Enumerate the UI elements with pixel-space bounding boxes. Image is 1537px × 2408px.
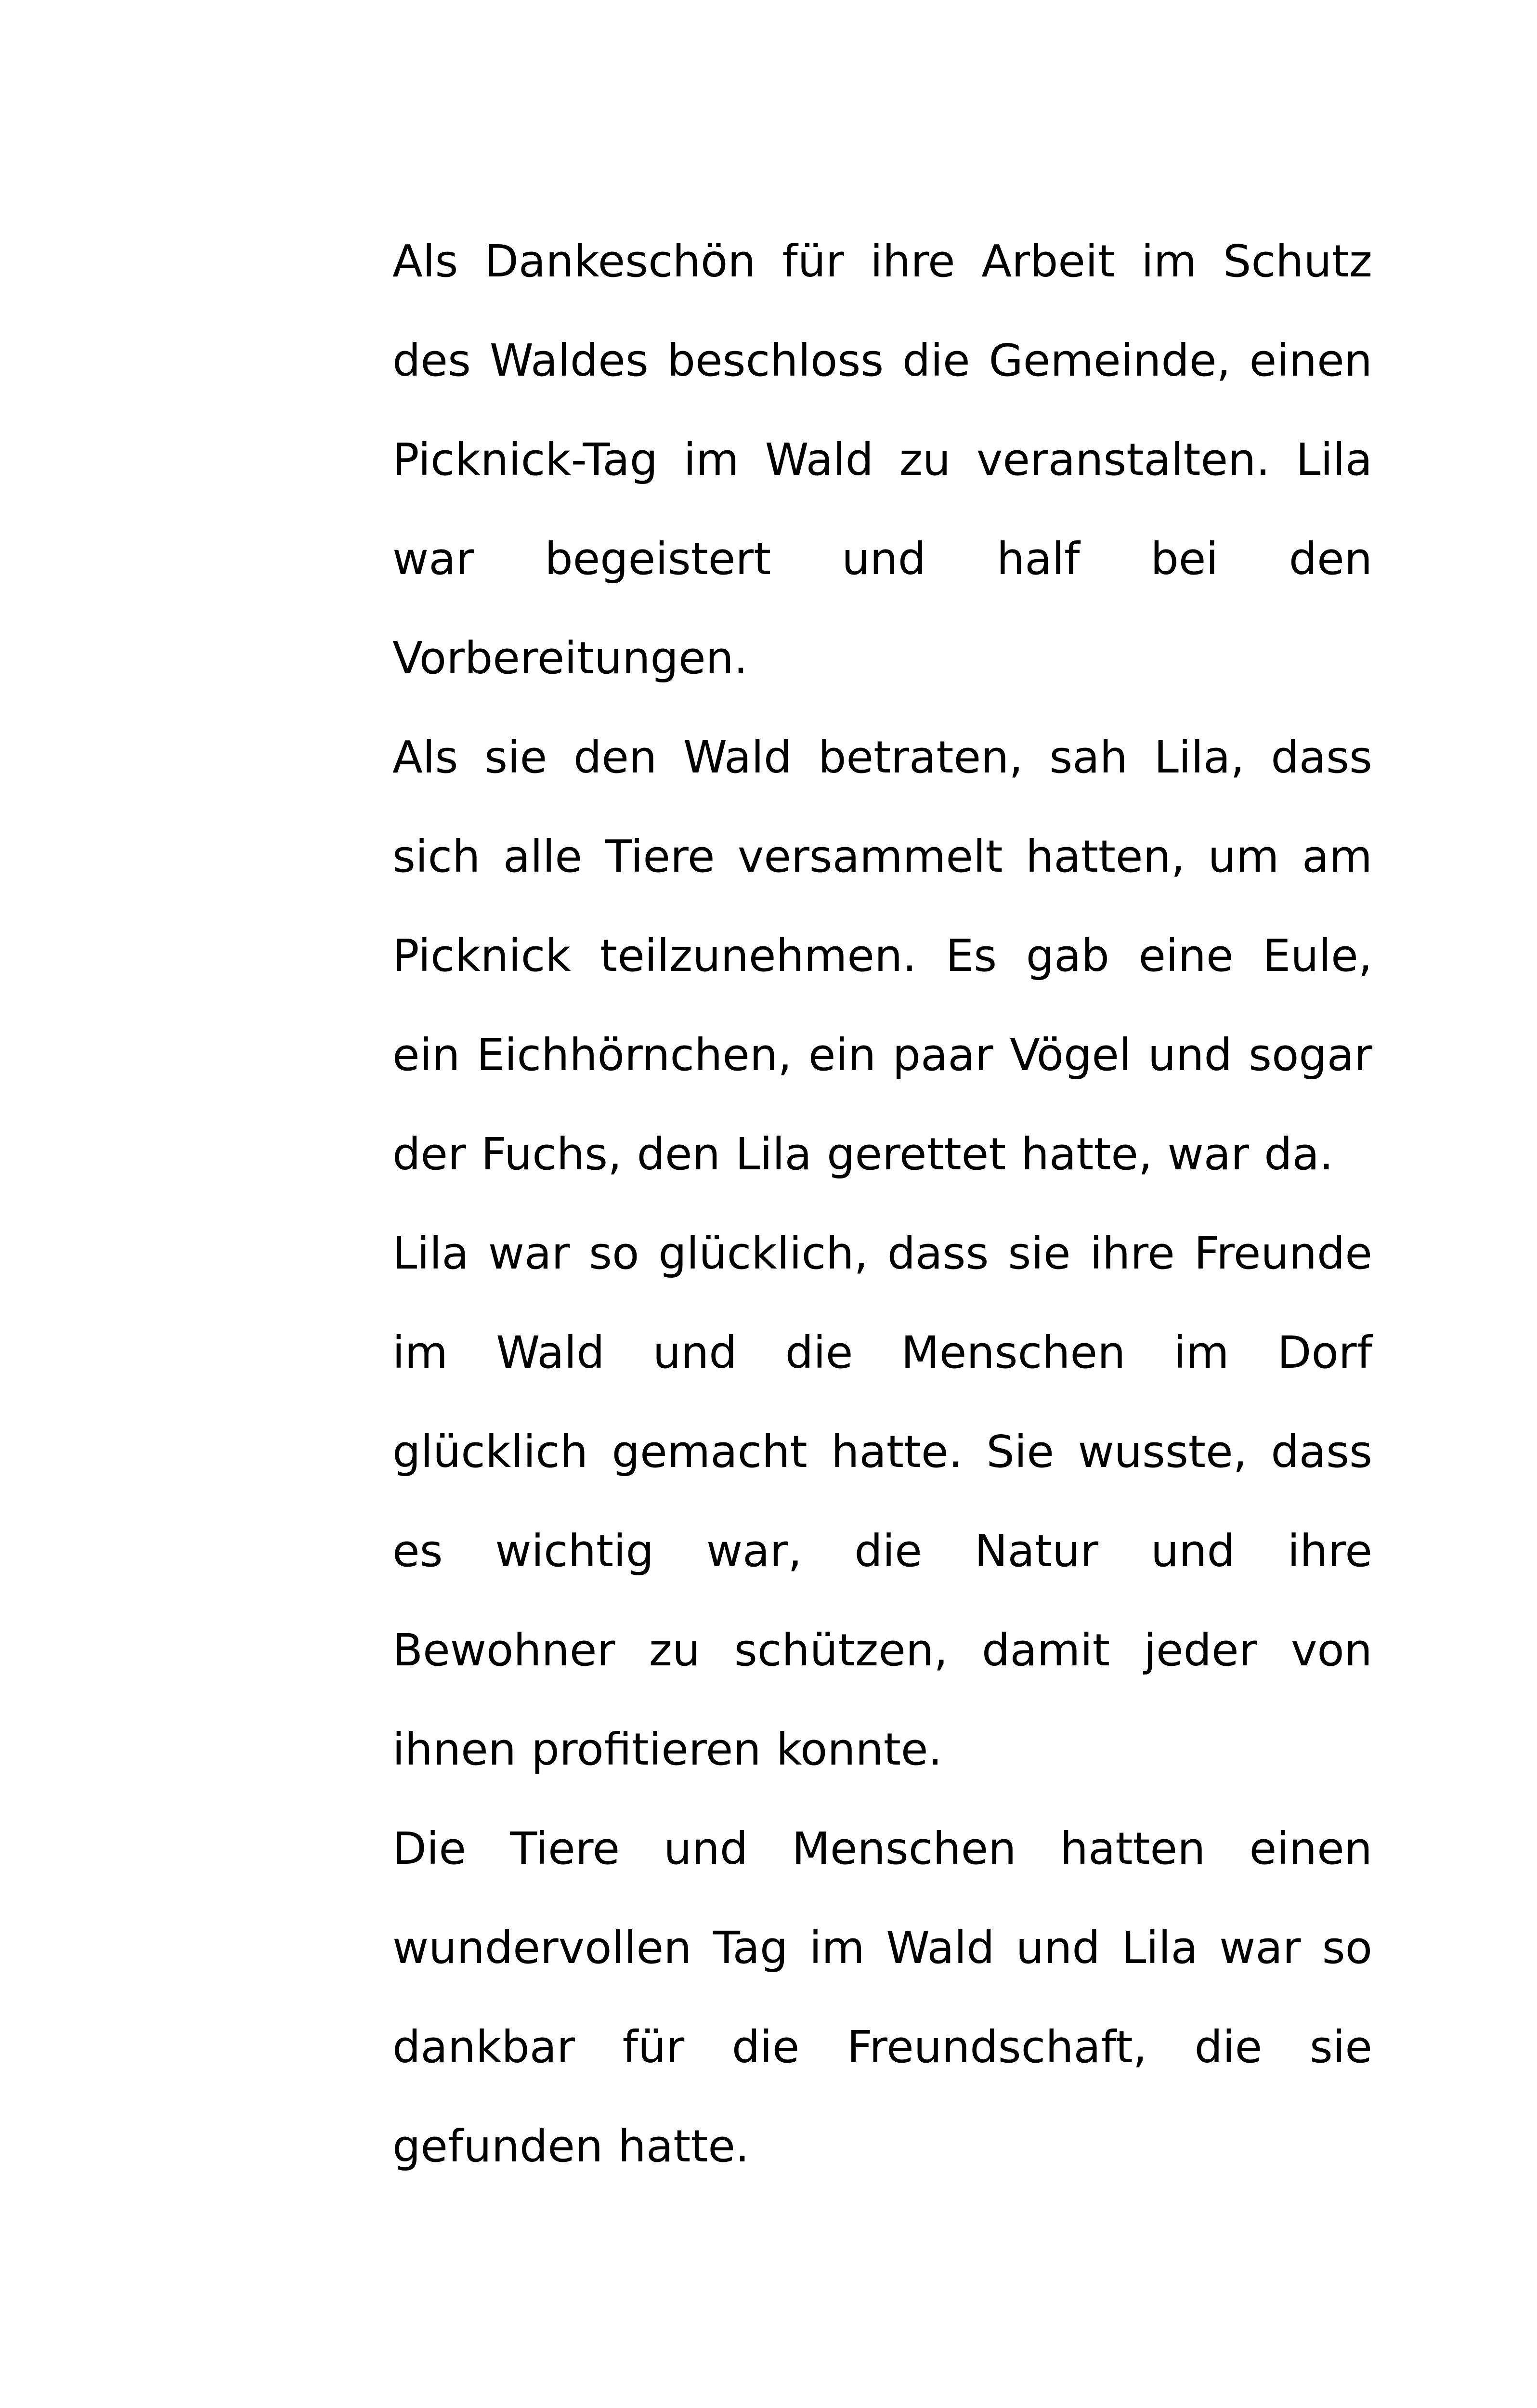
story-paragraph-4: Die Tiere und Menschen hatten einen wundervollen Tag im Wald und Lila war so dankbar für die Freundschaft, die sie gefunden hatte. [392,1823,1372,2172]
story-paragraph-2: Als sie den Wald betraten, sah Lila, dass sich alle Tiere versammelt hatten, um am Picknick teilzunehmen. Es gab eine Eule, ein Eichhörnchen, ein paar Vögel und sogar der Fuchs, den Lila gerettet hatte, war da. [392,732,1372,1180]
story-paragraph-1: Als Dankeschön für ihre Arbeit im Schutz des Waldes beschloss die Gemeinde, einen Picknick-Tag im Wald zu veranstalten. Lila war begeistert und half bei den Vorbereitungen. [392,236,1372,684]
story-text [392,212,1372,2196]
story-paragraph-3: Lila war so glücklich, dass sie ihre Freunde im Wald und die Menschen im Dorf glücklich gemacht hatte. Sie wusste, dass es wichtig war, die Natur und ihre Bewohner zu schützen, damit jeder von ihnen profitieren konnte. [392,1228,1372,1775]
